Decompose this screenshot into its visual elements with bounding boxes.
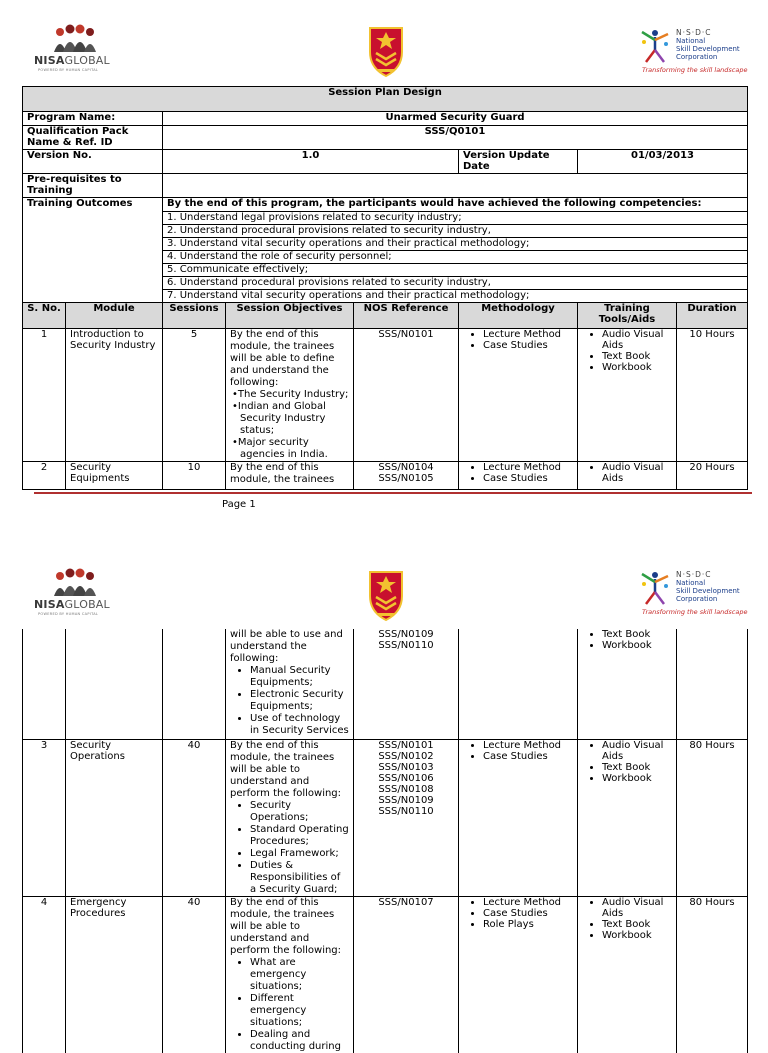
training-outcomes-intro: By the end of this program, the participants would have achieved the following competencies:	[163, 198, 748, 212]
footer-divider	[34, 492, 752, 494]
row-training-tools: • Audio Visual Aids • Text Book • Workbook	[578, 739, 677, 896]
document-page-1	[0, 0, 768, 520]
table-row	[23, 896, 748, 1053]
row-duration: 10 Hours	[677, 329, 748, 462]
competency-item: 7. Understand vital security operations and their practical methodology;	[163, 290, 748, 303]
table-row	[23, 739, 748, 896]
people-icon	[50, 568, 100, 598]
row-nos-reference: SSS/N0101 SSS/N0102 SSS/N0103 SSS/N0106 SSS/N0108 SSS/N0109 SSS/N0110	[354, 739, 459, 896]
nsdc-acronym: N·S·D·C	[676, 570, 712, 579]
row-module: Introduction to Security Industry	[66, 329, 163, 462]
header-methodology: Methodology	[459, 303, 578, 329]
competency-item: 5. Communicate effectively;	[163, 264, 748, 277]
session-plan-table-continued	[22, 629, 748, 1053]
row-sno: 4	[23, 896, 66, 1053]
header-session-objectives: Session Objectives	[226, 303, 354, 329]
list-item: •The Security Industry;	[232, 389, 349, 400]
row-training-tools: • Audio Visual Aids • Text Book • Workbook	[578, 896, 677, 1053]
row-methodology: • Lecture Method • Case Studies	[459, 739, 578, 896]
row-module: Security Operations	[66, 739, 163, 896]
version-value: 1.0	[163, 150, 459, 174]
competency-item: 1. Understand legal provisions related to security industry;	[163, 212, 748, 225]
shield-icon	[366, 22, 406, 78]
program-name-value: Unarmed Security Guard	[163, 112, 748, 126]
nisa-wordmark: NISAGLOBAL	[34, 598, 110, 611]
qualification-pack-value: SSS/Q0101	[163, 126, 748, 150]
row-training-tools: • Text Book • Workbook	[578, 629, 677, 739]
crest-emblem	[366, 22, 406, 78]
nsdc-acronym: N·S·D·C	[676, 28, 712, 37]
row-nos-reference: SSS/N0101	[354, 329, 459, 462]
skill-figure-icon	[636, 570, 674, 606]
header-duration: Duration	[677, 303, 748, 329]
training-outcomes-label: Training Outcomes	[23, 198, 163, 303]
nsdc-tagline: Transforming the skill landscape	[642, 608, 748, 616]
header-sessions: Sessions	[163, 303, 226, 329]
competency-item: 3. Understand vital security operations and their practical methodology;	[163, 238, 748, 251]
table-row	[23, 629, 748, 739]
row-sessions: 40	[163, 896, 226, 1053]
list-item: •Major security agencies in India.	[232, 437, 328, 460]
row-sno: 2	[23, 462, 66, 490]
nsdc-tagline: Transforming the skill landscape	[642, 66, 748, 74]
nisa-tagline: POWERED BY HUMAN CAPITAL	[38, 68, 99, 72]
row-sno: 1	[23, 329, 66, 462]
header-training-tools: Training Tools/Aids	[578, 303, 677, 329]
row-sessions: 40	[163, 739, 226, 896]
nisa-wordmark: NISAGLOBAL	[34, 54, 110, 67]
row-objectives: By the end of this module, the trainees will be able to define and understand the following: •The Security Industry; •Indian and Global Security Industry status; •Major security agencies in India.	[226, 329, 354, 462]
row-duration: 80 Hours	[677, 739, 748, 896]
nsdc-logo	[636, 28, 746, 78]
page-gap	[0, 520, 768, 552]
qualification-pack-label: Qualification Pack Name & Ref. ID	[23, 126, 163, 150]
row-methodology: • Lecture Method • Case Studies • Role Plays	[459, 896, 578, 1053]
nisa-global-logo	[34, 568, 120, 620]
table-row	[23, 329, 748, 462]
row-nos-reference: SSS/N0109 SSS/N0110	[354, 629, 459, 739]
document-title: Session Plan Design	[23, 87, 748, 112]
prerequisites-label: Pre-requisites to Training	[23, 174, 163, 198]
skill-figure-icon	[636, 28, 674, 64]
row-methodology: • Lecture Method • Case Studies	[459, 462, 578, 490]
shield-icon	[366, 566, 406, 622]
version-update-value: 01/03/2013	[578, 150, 748, 174]
nisa-global-logo	[34, 24, 120, 76]
row-objectives: will be able to use and understand the following: • Manual Security Equipments; • Electronic Security Equipments; • Use of technology in Security Services	[226, 629, 354, 739]
competency-item: 4. Understand the role of security personnel;	[163, 251, 748, 264]
header-module: Module	[66, 303, 163, 329]
session-plan-table	[22, 86, 748, 490]
row-methodology: • Lecture Method • Case Studies	[459, 329, 578, 462]
document-page-2	[0, 552, 768, 1052]
header-sno: S. No.	[23, 303, 66, 329]
nisa-tagline: POWERED BY HUMAN CAPITAL	[38, 612, 99, 616]
row-sno: 3	[23, 739, 66, 896]
row-nos-reference: SSS/N0107	[354, 896, 459, 1053]
nsdc-fullname: National Skill Development Corporation	[676, 37, 740, 61]
version-update-label: Version Update Date	[459, 150, 578, 174]
competency-item: 6. Understand procedural provisions related to security industry,	[163, 277, 748, 290]
page-number: Page 1	[222, 499, 256, 510]
people-icon	[50, 24, 100, 54]
row-objectives: By the end of this module, the trainees	[226, 462, 354, 490]
nsdc-logo	[636, 570, 746, 620]
competency-item: 2. Understand procedural provisions related to security industry,	[163, 225, 748, 238]
version-label: Version No.	[23, 150, 163, 174]
table-row	[23, 462, 748, 490]
header-nos-reference: NOS Reference	[354, 303, 459, 329]
row-nos-reference: SSS/N0104 SSS/N0105	[354, 462, 459, 490]
row-sessions: 10	[163, 462, 226, 490]
row-training-tools: • Audio Visual Aids • Text Book • Workbook	[578, 329, 677, 462]
row-duration: 20 Hours	[677, 462, 748, 490]
row-module: Security Equipments	[66, 462, 163, 490]
prerequisites-value	[163, 174, 748, 198]
row-sessions: 5	[163, 329, 226, 462]
crest-emblem	[366, 566, 406, 622]
nsdc-fullname: National Skill Development Corporation	[676, 579, 740, 603]
row-module: Emergency Procedures	[66, 896, 163, 1053]
list-item: •Indian and Global Security Industry status;	[232, 401, 326, 436]
row-duration: 80 Hours	[677, 896, 748, 1053]
program-name-label: Program Name:	[23, 112, 163, 126]
row-objectives: By the end of this module, the trainees will be able to understand and perform the following: • Security Operations; • Standard Operating Procedures; • Legal Framework; • Duties & Responsibilities of a Security Guard;	[226, 739, 354, 896]
row-objectives: By the end of this module, the trainees will be able to understand and perform the following: • What are emergency situations; • Different emergency situations; • Dealing and conducting during	[226, 896, 354, 1053]
row-training-tools: • Audio Visual Aids	[578, 462, 677, 490]
